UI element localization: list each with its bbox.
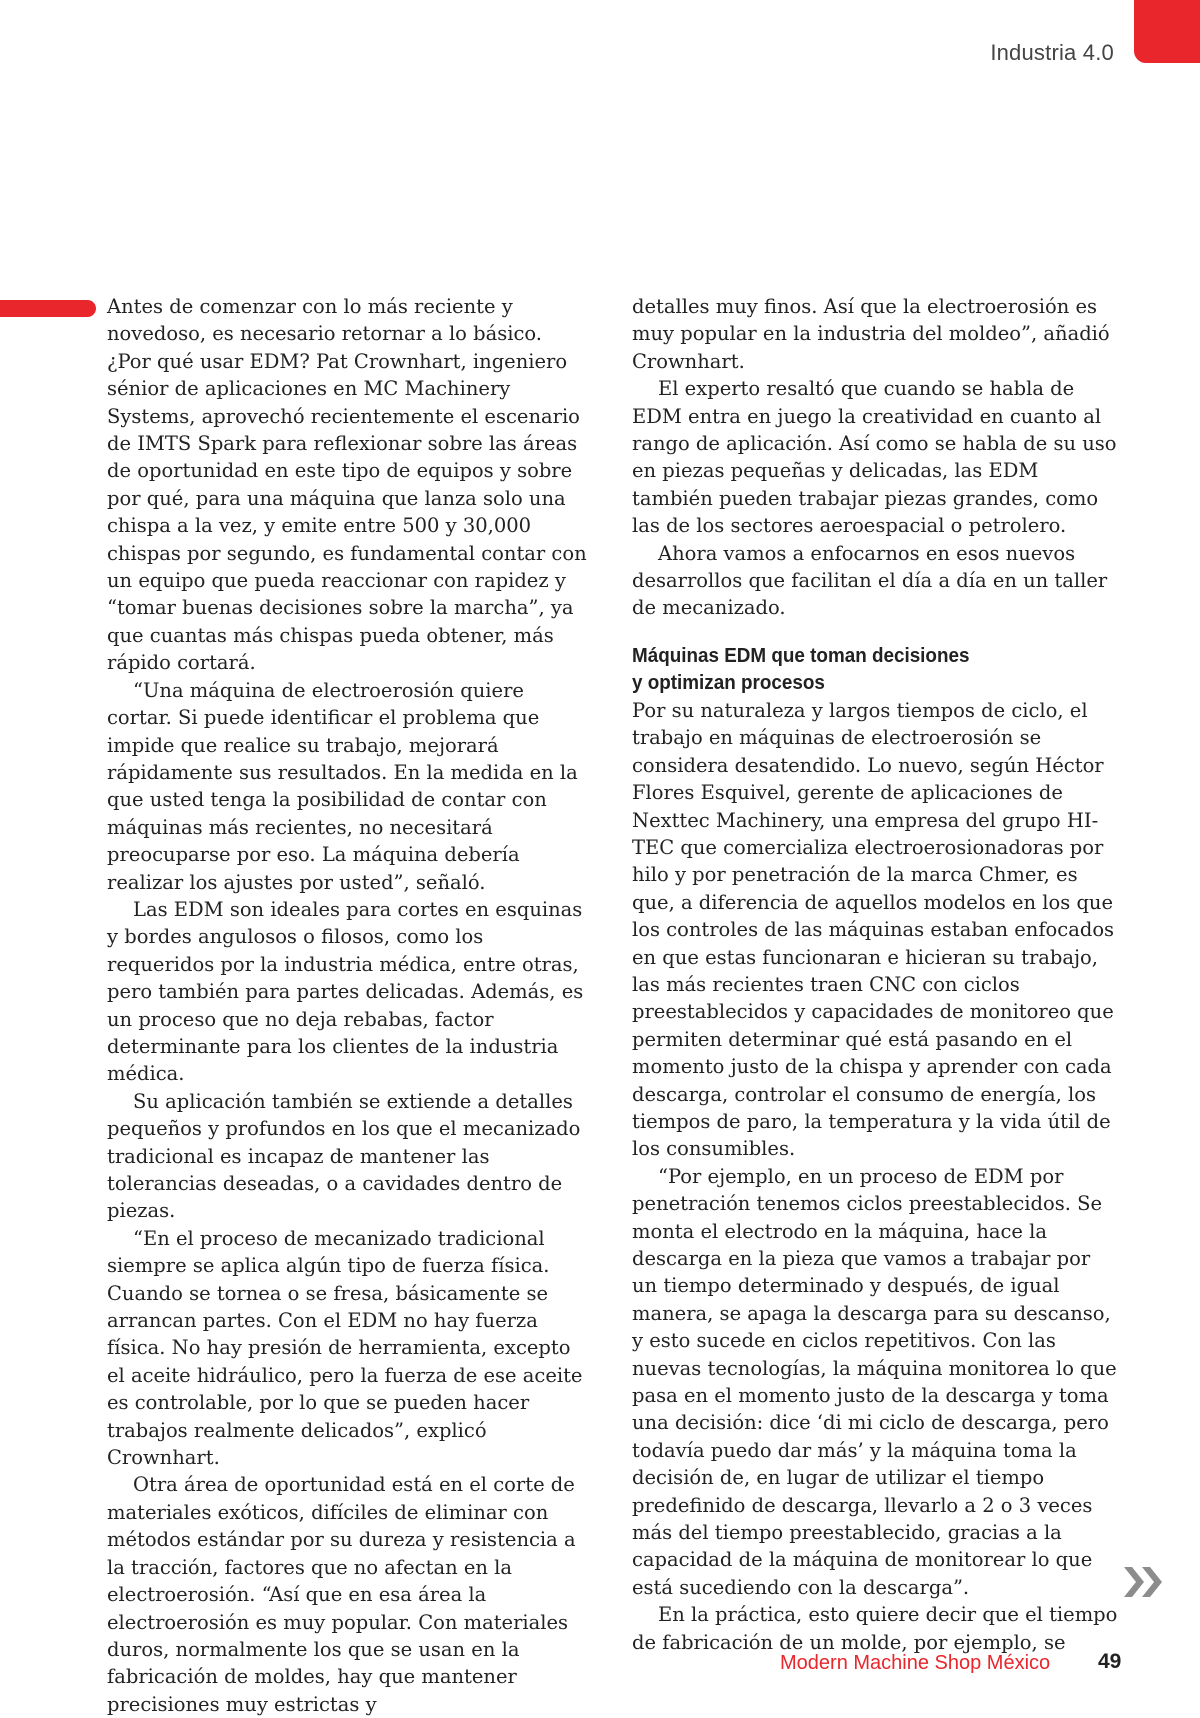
section-subheading <box>632 642 1079 696</box>
subheading-line: Máquinas EDM que toman decisiones <box>632 643 970 667</box>
paragraph: Por su naturaleza y largos tiempos de ciclo, el trabajo en máquinas de electroerosión se considera desatendido. Lo nuevo, según Héctor Flores Esquivel, gerente de aplicaciones de Nexttec Machinery, una empresa del grupo HI-TEC que comercializa electroerosionadoras por hilo y por penetración de la marca Chmer, es que, a diferencia de aquellos modelos en los que los controles de las máquinas estaban enfocados en que estas funcionaran e hicieran su trabajo, las más recientes traen CNC con ciclos preestablecidos y capacidades de monitoreo que permiten determinar qué está pasando en el momento justo de la chispa y aprender con cada descarga, controlar el consumo de energía, los tiempos de paro, la temperatura y la vida útil de los consumibles. <box>632 698 1115 1161</box>
section-label: Industria 4.0 <box>990 40 1114 65</box>
paragraph: El experto resaltó que cuando se habla de EDM entra en juego la creatividad en cuanto al rango de aplicación. Así como se habla de su uso en piezas pequeñas y delicadas, las EDM también pueden trabajar piezas grandes, como las de los sectores aeroespacial o petrolero. <box>632 377 1117 538</box>
paragraph: “Una máquina de electroerosión quiere cortar. Si puede identificar el problema que impide que realice su trabajo, mejorará rápidamente sus resultados. En la medida en la que usted tenga la posibilidad de contar con máquinas más recientes, no necesitará preocuparse por eso. La máquina debería realizar los ajustes por usted”, señaló. <box>107 678 578 894</box>
left-column <box>107 293 592 1718</box>
paragraph: “En el proceso de mecanizado tradicional siempre se aplica algún tipo de fuerza física. Cuando se tornea o se fresa, básicamente se arrancan partes. Con el EDM no hay fuerza física. No hay presión de herramienta, excepto el aceite hidráulico, pero la fuerza de ese aceite es controlable, por lo que se pueden hacer trabajos realmente delicados”, explicó Crownhart. <box>107 1226 583 1470</box>
paragraph: “Por ejemplo, en un proceso de EDM por penetración tenemos ciclos preestablecidos. Se monta el electrodo en la máquina, hace la descarga en la pieza que vamos a trabajar por un tiempo determinado y después, de igual manera, se apaga la descarga para su descanso, y esto sucede en ciclos repetitivos. Con las nuevas tecnologías, la máquina monitorea lo que pasa en el momento justo de la descarga y toma una decisión: dice ‘di mi ciclo de descarga, pero todavía puedo dar más’ y la máquina toma la decisión de, en lugar de utilizar el tiempo predefinido de descarga, llevarlo a 2 o 3 veces más del tiempo preestablecido, gracias a la capacidad de la máquina de monitorear lo que está sucediendo con la descarga”. <box>632 1164 1117 1599</box>
corner-accent-tab <box>1134 0 1200 63</box>
paragraph: detalles muy finos. Así que la electroerosión es muy popular en la industria del moldeo”, añadió Crownhart. <box>632 295 1110 373</box>
paragraph: En la práctica, esto quiere decir que el tiempo de fabricación de un molde, por ejemplo, se <box>632 1603 1118 1654</box>
publication-name: Modern Machine Shop México <box>780 1652 1051 1674</box>
subheading-line: y optimizan procesos <box>632 670 825 694</box>
page-number: 49 <box>1098 1650 1122 1673</box>
right-column <box>632 293 1118 1656</box>
paragraph: Ahora vamos a enfocarnos en esos nuevos desarrollos que facilitan el día a día en un taller de mecanizado. <box>632 541 1108 620</box>
paragraph: Antes de comenzar con lo más reciente y novedoso, es necesario retornar a lo básico. ¿Por qué usar EDM? Pat Crownhart, ingeniero sénior de aplicaciones en MC Machinery Systems, aprovechó recientemente el escenario de IMTS Spark para reflexionar sobre las áreas de oportunidad en este tipo de equipos y sobre por qué, para una máquina que lanza solo una chispa a la vez, y emite entre 500 y 30,000 chispas por segundo, es fundamental contar con un equipo que pueda reaccionar con rapidez y “tomar buenas decisiones sobre la marcha”, ya que cuantas más chispas pueda obtener, más rápido cortará. <box>107 295 587 675</box>
paragraph: Su aplicación también se extiende a detalles pequeños y profundos en los que el mecanizado tradicional es incapaz de mantener las tolerancias deseadas, o a cavidades dentro de piezas. <box>107 1089 581 1223</box>
paragraph: Las EDM son ideales para cortes en esquinas y bordes angulosos o filosos, como los requeridos por la industria médica, entre otras, pero también para partes delicadas. Además, es un proceso que no deja rebabas, factor determinante para los clientes de la industria médica. <box>107 897 584 1086</box>
paragraph: Otra área de oportunidad está en el corte de materiales exóticos, difíciles de eliminar con métodos estándar por su dureza y resistencia a la tracción, factores que no afectan en la electroerosión. “Así que en esa área la electroerosión es muy popular. Con materiales duros, normalmente los que se usan en la fabricación de moldes, hay que mantener precisiones muy estrictas y <box>107 1473 576 1716</box>
double-chevron-right-icon <box>1122 1565 1166 1599</box>
article-start-marker <box>0 300 96 317</box>
